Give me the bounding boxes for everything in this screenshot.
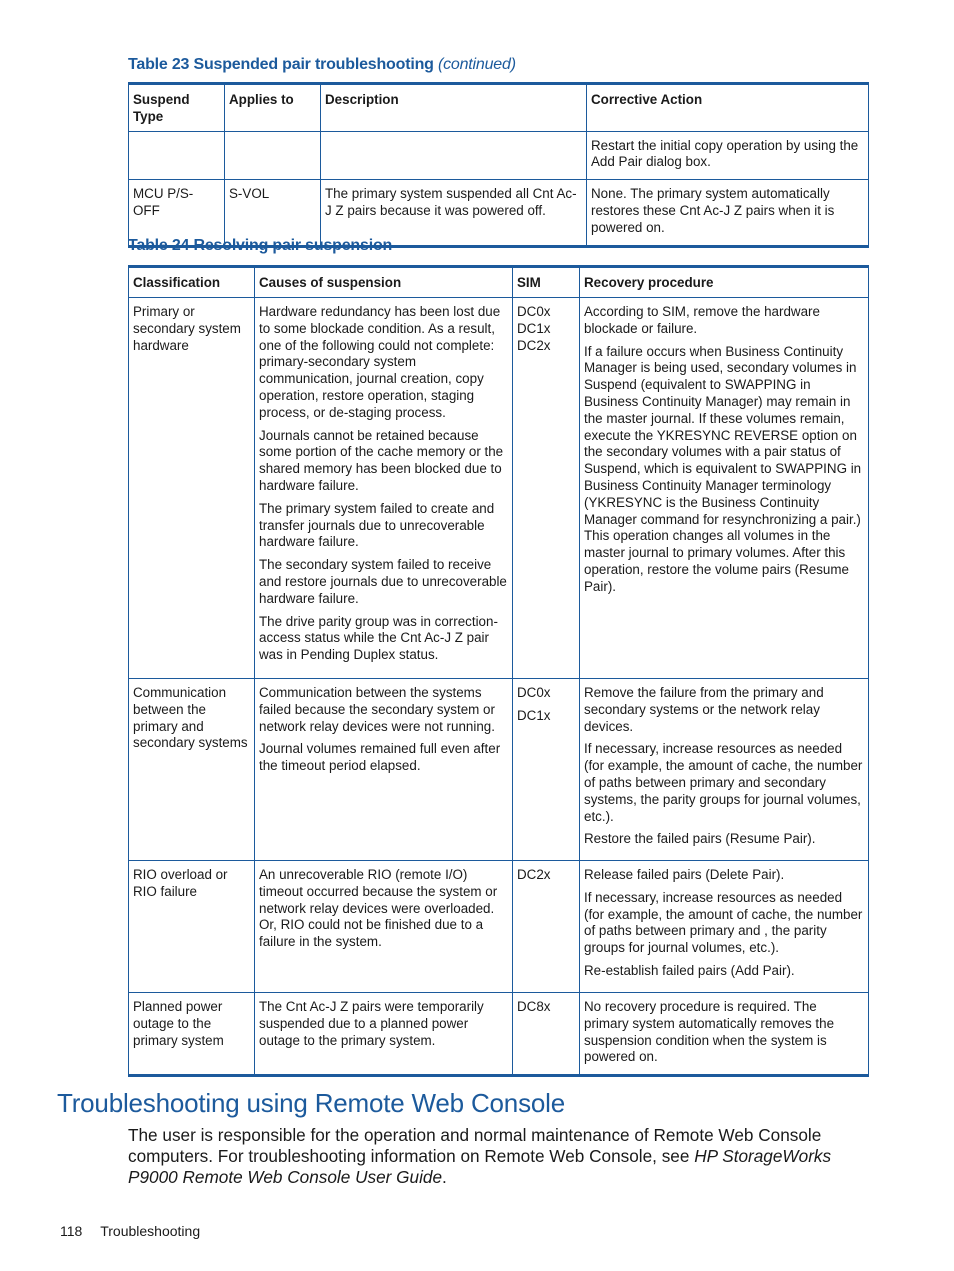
causes-cell: [255, 861, 513, 993]
table23-cell-applies: S-VOL: [225, 180, 321, 246]
table24-row: [129, 298, 869, 679]
section-body-reference: HP StorageWorks P9000 Remote Web Console User Guide: [128, 1146, 832, 1187]
table23-continued: (continued): [437, 56, 516, 73]
sim-cell: [513, 993, 580, 1076]
table24-header-cell: SIM: [513, 267, 580, 298]
sim-code: DC2x: [517, 337, 551, 353]
section-heading: Troubleshooting using Remote Web Console: [57, 1088, 565, 1118]
sim-code: DC1x: [517, 707, 551, 723]
cause-text: Communication between the systems failed because the secondary system or network relay devices were not running.: [259, 685, 495, 734]
sim-code: DC0x: [517, 304, 551, 319]
table23-header-row: [129, 84, 869, 132]
table23-cell-type: [129, 131, 225, 180]
recovery-text: According to SIM, remove the hardware blockade or failure.: [584, 304, 820, 336]
sim-cell: [513, 861, 580, 993]
classification-cell: Planned power outage to the primary system: [129, 993, 255, 1076]
section-body-text: The user is responsible for the operation and normal maintenance of Remote Web Console computers. For troubleshooting information on Remote Web Console, see: [128, 1125, 822, 1166]
table23-title: Table 23 Suspended pair troubleshooting: [128, 56, 434, 73]
cause-text: The drive parity group was in correction-access status while the Cnt Ac-J Z pair was in Pending Duplex status.: [259, 613, 498, 663]
sim-code: DC1x: [517, 320, 551, 336]
page-number: 118: [60, 1223, 83, 1239]
sim-cell: [513, 679, 580, 861]
recovery-text: Re-establish failed pairs (Add Pair).: [584, 962, 795, 978]
cause-text: Journals cannot be retained because some portion of the cache memory or the shared memory has been blocked due to hardware failure.: [259, 427, 504, 493]
table24-row: [129, 993, 869, 1076]
table23-cell-action: None. The primary system automatically restores these Cnt Ac-J Z pairs when it is powered on.: [587, 180, 869, 246]
table24: [128, 265, 869, 1077]
sim-cell: [513, 298, 580, 679]
sim-code: DC2x: [517, 867, 551, 882]
causes-cell: [255, 993, 513, 1076]
recovery-text: If necessary, increase resources as needed (for example, the amount of cache, the number of paths between primary and secondary systems, the parity groups for journal volumes, etc.).: [584, 741, 863, 824]
table24-header-cell: Causes of suspension: [255, 267, 513, 298]
classification-cell: Communication between the primary and secondary systems: [129, 679, 255, 861]
table23-caption: [128, 56, 516, 74]
classification-cell: RIO overload or RIO failure: [129, 861, 255, 993]
table23-cell-type: MCU P/S-OFF: [129, 180, 225, 246]
table23-cell-action: Restart the initial copy operation by using the Add Pair dialog box.: [587, 131, 869, 180]
recovery-cell: [580, 679, 869, 861]
recovery-text: Release failed pairs (Delete Pair).: [584, 867, 785, 882]
table24-row: [129, 861, 869, 993]
table23-header-cell: Applies to: [225, 84, 321, 132]
table24-header-cell: Classification: [129, 267, 255, 298]
recovery-cell: [580, 993, 869, 1076]
sim-code: DC0x: [517, 685, 551, 700]
recovery-text: Restore the failed pairs (Resume Pair).: [584, 831, 816, 847]
recovery-cell: [580, 861, 869, 993]
section-body-end: .: [442, 1167, 447, 1187]
recovery-text: No recovery procedure is required. The primary system automatically removes the suspension condition when the system is powered on.: [584, 999, 835, 1065]
section-body: [128, 1125, 883, 1188]
page-footer: [60, 1223, 200, 1239]
recovery-text: Remove the failure from the primary and secondary systems or the network relay devices.: [584, 685, 824, 734]
causes-cell: [255, 298, 513, 679]
cause-text: The Cnt Ac-J Z pairs were temporarily suspended due to a planned power outage to the primary system.: [259, 999, 484, 1048]
table23-cell-description: The primary system suspended all Cnt Ac-J Z pairs because it was powered off.: [321, 180, 587, 246]
table24-header-row: [129, 267, 869, 298]
footer-chapter: Troubleshooting: [100, 1223, 201, 1239]
table23-cell-description: [321, 131, 587, 180]
cause-text: An unrecoverable RIO (remote I/O) timeout occurred because the system or network relay devices were overloaded. Or, RIO could not be finished due to a failure in the system.: [259, 867, 498, 950]
cause-text: Journal volumes remained full even after the timeout period elapsed.: [259, 741, 501, 774]
table23: [128, 82, 869, 248]
cause-text: The primary system failed to create and transfer journals due to unrecoverable hardware failure.: [259, 500, 495, 550]
table24-row: [129, 679, 869, 861]
table23-header-cell: Corrective Action: [587, 84, 869, 132]
table24-caption: Table 24 Resolving pair suspension: [128, 237, 393, 254]
recovery-text: If necessary, increase resources as needed (for example, the amount of cache, the number of paths between primary and , the parity groups for journal volumes, etc.).: [584, 889, 863, 956]
sim-code: DC8x: [517, 999, 551, 1014]
classification-cell: Primary or secondary system hardware: [129, 298, 255, 679]
cause-text: Hardware redundancy has been lost due to some blockade condition. As a result, one of the following could not complete: primary-secondary system communication, journal creation, copy operation, restore operation, staging process, or de-staging process.: [259, 304, 501, 420]
table23-header-cell: Description: [321, 84, 587, 132]
table24-header-cell: Recovery procedure: [580, 267, 869, 298]
recovery-text: If a failure occurs when Business Continuity Manager is being used, secondary volumes in Suspend (equivalent to SWAPPING in Business Continuity Manager) may remain in the master journal. If these volumes remain, execute the YKRESYNC REVERSE option on the secondary volumes with a pair status of Suspend, which is equivalent to SWAPPING in Business Continuity Manager terminology (YKRESYNC is the Business Continuity Manager command for resynchronizing a pair.) This operation changes all volumes in the master journal to primary volumes. After this operation, restore the volume pairs (Resume Pair).: [584, 343, 862, 594]
table23-header-cell: Suspend Type: [129, 84, 225, 132]
cause-text: The secondary system failed to receive and restore journals due to unrecoverable hardware failure.: [259, 557, 507, 606]
table23-row: [129, 131, 869, 180]
table23-cell-applies: [225, 131, 321, 180]
recovery-cell: [580, 298, 869, 679]
causes-cell: [255, 679, 513, 861]
